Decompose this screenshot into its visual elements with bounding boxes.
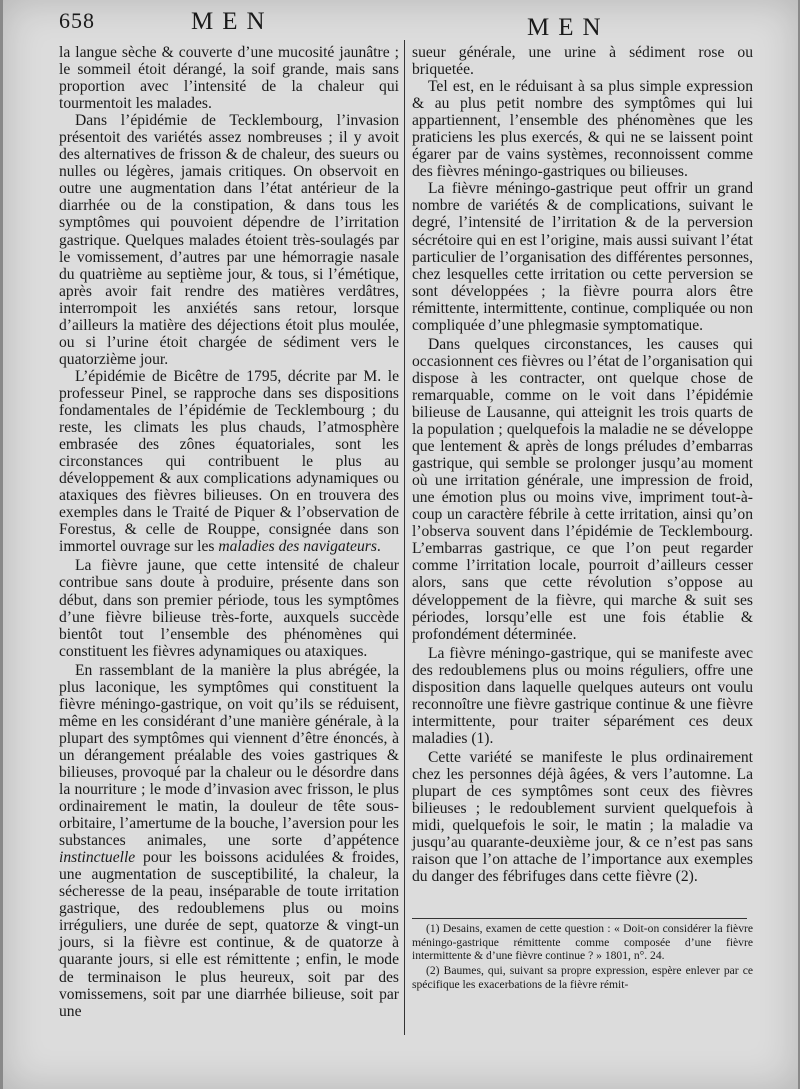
footnote-rule (412, 918, 747, 919)
paragraph: la langue sèche & couverte d’une mucosité jaunâtre ; le sommeil étoit dérangé, la soif grande, mais sans proportion avec l’intensité de la chaleur qui tourmentoit les malades. (59, 44, 399, 113)
right-column (412, 44, 753, 885)
paragraph: sueur générale, une urine à sédiment rose ou briquetée. (412, 44, 753, 79)
paragraph-text: L’épidémie de Bicêtre de 1795, décrite par M. le professeur Pinel, se rapproche dans ses dispositions fondamentales de l’épidémie de Tecklembourg ; du reste, les climats les plus chauds, l’atmosphère embrasée des zônes équatoriales, sont les circonstances qui contribuent le plus au développement & aux complications adynamiques ou ataxiques des fièvres bilieuses. On en trouvera des exemples dans le Traité de Piquer & l’observation de Forestus, & celle de Rouppe, consignée dans son immortel ouvrage sur les (59, 367, 399, 556)
paragraph: La fièvre méningo-gastrique, qui se manifeste avec des redoublemens plus ou moins réguliers, offre une disposition dans laquelle quelques auteurs ont voulu reconnoître une fièvre gastrique continue & une fièvre intermittente, pour traiter séparément ces deux maladies (1). (412, 644, 753, 747)
left-column (59, 44, 399, 1020)
paragraph: La fièvre jaune, que cette intensité de chaleur contribue sans doute à produire, présente dans son début, dans son premier période, tous les symptômes d’une fièvre bilieuse très-forte, auxquels succède bientôt tout l’ensemble des phénomènes qui constituent les fièvres adynamiques ou ataxiques. (59, 557, 399, 660)
column-divider (404, 40, 405, 1035)
italic-term: instinctuelle (59, 849, 136, 867)
paragraph: Dans quelques circonstances, les causes qui occasionnent ces fièvres ou l’état de l’organisation qui dispose à les contracter, ont quelque chose de remarquable, comme on le voit dans l’épidémie bilieuse de Lausanne, qui atteignit les trois quarts de la population ; quelquefois la maladie ne se développe que lentement & après de longs préludes d’embarras gastrique, qui semble se prolonger jusqu’au moment où une irritation générale, une impression de froid, une émotion plus ou moins vive, impriment tout-à-coup un caractère fébrile à cette irritation, ainsi qu’on l’observa souvent dans l’épidémie de Tecklembourg. L’embarras gastrique, ce que l’on peut regarder comme l’irritation locale, pourroit d’ailleurs cesser alors, sans que cette révolution s’oppose au développement de la fièvre, qui marche & suit ses périodes, lorsqu’elle est une fois établie & profondément déterminée. (412, 335, 753, 643)
book-page (3, 0, 798, 1089)
paragraph-text: En rassemblant de la manière la plus abrégée, la plus laconique, les symptômes qui constituent la fièvre méningo-gastrique, on voit qu’ils se réduisent, même en les considérant d’une manière générale, à la plupart des symptômes qui viennent d’être énoncés, à un dérangement préalable des voies gastriques & bilieuses, provoqué par la chaleur ou le désordre dans la nourriture ; le mode d’invasion avec frisson, le plus ordinairement le matin, la douleur de tête sous-orbitaire, l’amertume de la bouche, l’aversion pour les substances animales, une sorte d’appétence (59, 661, 399, 850)
running-head-right: MEN (527, 14, 610, 41)
paragraph (59, 662, 399, 1020)
paragraph: Cette variété se manifeste le plus ordinairement chez les personnes déjà âgées, & vers l’automne. La plupart de ces symptômes sont ceux des fièvres bilieuses ; le redoublement survient quelquefois à midi, quelquefois le soir, le matin ; la maladie va jusqu’au quarante-deuxième jour, & ce n’est pas sans raison que l’on attache de l’importance aux exemples du danger des fébrifuges dans cette fièvre (2). (412, 748, 753, 886)
paragraph: La fièvre méningo-gastrique peut offrir un grand nombre de variétés & de complications, suivant le degré, l’intensité de l’irritation & de la perversion sécrétoire qui en est l’origine, mais aussi suivant l’état particulier de l’organisation des différentes personnes, chez lesquelles cette irritation ou cette perversion se sont développées ; la fièvre pourra alors être rémittente, intermittente, continue, compliquée ou non compliquée d’une phlegmasie symptomatique. (412, 180, 753, 334)
page-number: 658 (59, 8, 95, 33)
italic-term: maladies des navigateurs (218, 538, 377, 556)
paragraph: Dans l’épidémie de Tecklembourg, l’invasion présentoit des variétés assez nombreuses ; il y avoit des alternatives de frisson & de chaleur, des sueurs ou nulles ou légères, jamais critiques. On observoit en outre une augmentation dans l’état antérieur de la diarrhée ou de la constipation, & dans tous les symptômes qui pouvoient dépendre de l’irritation gastrique. Quelques malades étoient très-soulagés par le vomissement, d’autres par une hémorragie nasale du quatrième au septième jour, & tous, si l’émétique, après avoir fait rendre des matières verdâtres, interrompoit les anxiétés sans retour, lorsque d’ailleurs la matière des déjections étoit plus moulée, ou si l’urine étoit chargée de sédiment vers le quatorzième jour. (59, 112, 399, 368)
footnote: (1) Desains, examen de cette question : « Doit-on considérer la fièvre méningo-gastrique rémittente comme composée d’une fièvre intermittente & d’une fièvre continue ? » 1801, n°. 24. (412, 922, 753, 963)
footnotes (412, 922, 753, 993)
paragraph: L’épidémie de Bicêtre de 1795, décrite par M. le professeur Pinel, se rapproche dans ses dispositions fondamentales de l’épidémie de Tecklembourg ; du reste, les climats les plus chauds, l’atmosphère embrasée des zônes équatoriales, sont les circonstances qui contribuent le plus au développement & aux complications adynamiques ou ataxiques des fièvres bilieuses. On en trouvera des exemples dans le Traité de Piquer & l’observation de Forestus, & celle de Rouppe, consignée dans son immortel ouvrage sur les maladies des navigateurs. (59, 367, 399, 556)
paragraph-text: pour les boissons acidulées & froides, une augmentation de susceptibilité, la chaleur, la sécheresse de la peau, inséparable de toute irritation gastrique, des redoublemens plus ou moins irréguliers, une durée de sept, quatorze & vingt-un jours, si la fièvre est continue, & de quatorze à quarante jours, si elle est rémittente ; enfin, le mode de terminaison le plus heureux, soit par des vomissemens, soit par une diarrhée bilieuse, soit par une (59, 849, 400, 1020)
paragraph: Tel est, en le réduisant à sa plus simple expression & au plus petit nombre des symptômes qui lui appartiennent, l’ensemble des phénomènes que les praticiens les plus exercés, & qui ne se laissent point égarer par de vains systèmes, reconnoissent comme des fièvres méningo-gastriques ou bilieuses. (412, 78, 753, 181)
running-head-left: MEN (191, 8, 274, 35)
footnote: (2) Baumes, qui, suivant sa propre expression, espère enlever par ce spécifique les exacerbations de la fièvre rémit- (412, 964, 753, 991)
